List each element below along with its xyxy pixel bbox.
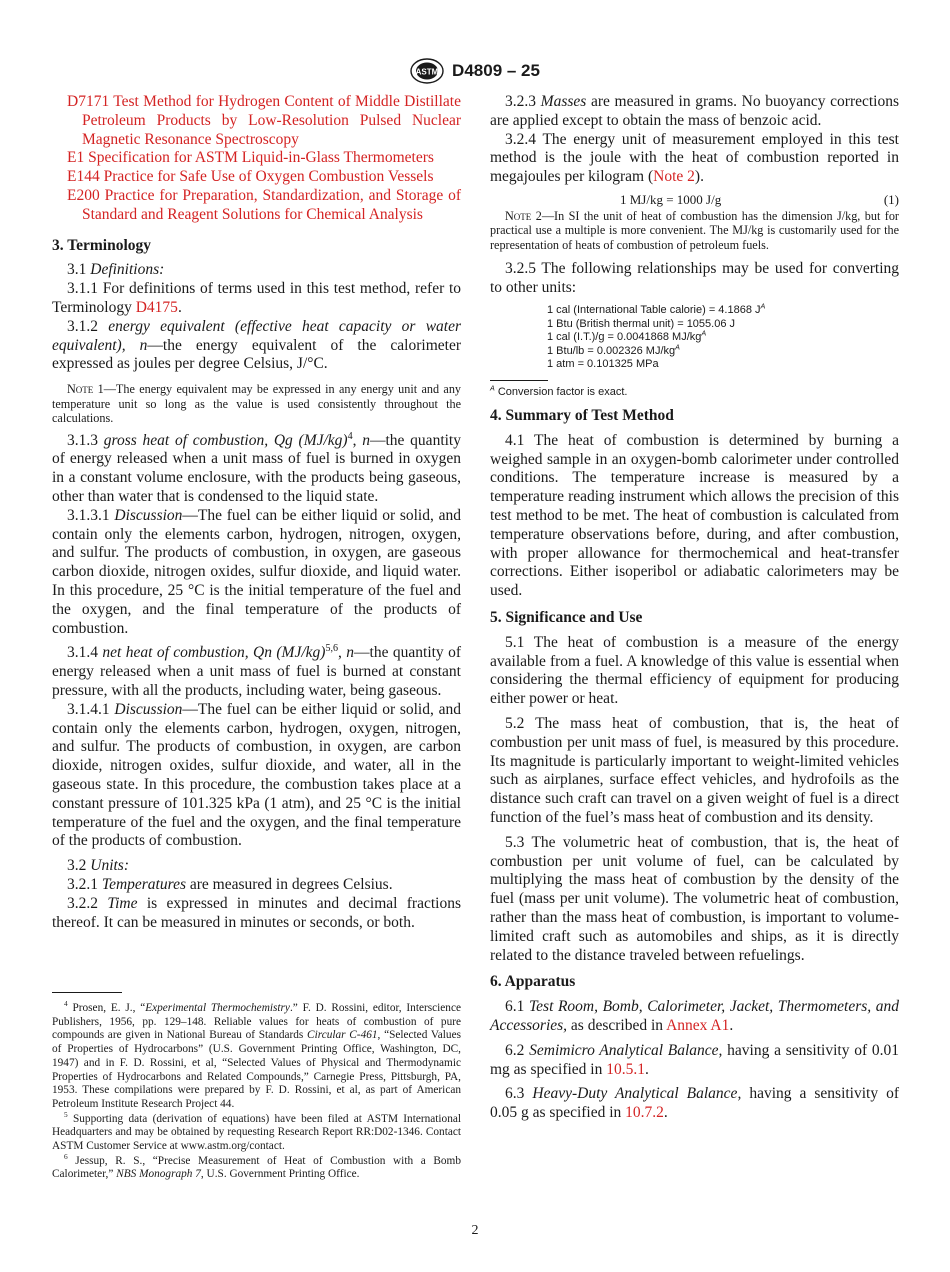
para-6-1: 6.1 Test Room, Bomb, Calorimeter, Jacket, Thermometers, and Accessories, as described in Annex A1. [490, 998, 900, 1034]
para-6-3: 6.3 Heavy-Duty Analytical Balance, having a sensitivity of 0.05 g as specified in 10.7.2. [490, 1085, 900, 1122]
para-3-1-4: 3.1.4 net heat of combustion, Qn $(MJ/kg)^{5,6}$, n—the quantity of energy released when a unit mass of fuel is burned at constant pressure, with all the products, including water, being gaseous. [52, 643, 461, 700]
conversion-row: 1 atm = 0.101325 MPa [547, 358, 659, 371]
astm-logo [410, 58, 444, 84]
para-3-1-4-1: 3.1.4.1 Discussion—The fuel can be either liquid or solid, and contain only the elements carbon, hydrogen, oxygen, nitrogen, and sulfur. The products of combustion, in oxygen, are carbon dioxide, nitrogen oxides, sulfur dioxide, and water, all in the gaseous state. In this procedure, the combustion takes place at a constant pressure of 101.325 kPa (1 atm), and 25 °C is the initial temperature of the fuel and the oxygen, and the final temperature of the products of combustion. [52, 700, 461, 850]
link-10-5-1[interactable]: 10.5.1 [606, 1060, 645, 1078]
conversion-table [490, 304, 899, 372]
para-4-1: 4.1 The heat of combustion is determined by burning a weighed sample in an oxygen-bomb calorimeter under controlled conditions. The temperature increase is measured by a temperature reading instrument which allows the precision of this test method to be met. The heat of combustion is calculated from temperature observations before, during, and after combustion, with proper allowance for thermochemical and heat-transfer corrections. Either isoperibol or adiabatic calorimeters may be used. [490, 431, 899, 600]
link-10-7-2[interactable]: 10.7.2 [625, 1104, 664, 1122]
right-column [490, 93, 899, 1123]
section-heading-terminology: 3. Terminology [52, 236, 152, 254]
para-3-1-2: 3.1.2 energy equivalent (effective heat capacity or water equivalent), n—the energy equivalent of the calorimeter expressed as joules per degree Celsius, J/°C. [52, 317, 462, 373]
conversion-row: 1 Btu/lb = 0.002326 $MJ/kg^A$ [547, 343, 680, 357]
footnote-divider [52, 992, 122, 993]
footnote-6: $^6$ Jessup, R. S., “Precise Measurement of Heat of Combustion with a Bomb Calorimeter,” NBS Monograph 7, U.S. Government Printing Office. [52, 1151, 461, 1181]
page-number: 2 [471, 1223, 479, 1238]
para-3-2-1: 3.2.1 Temperatures are measured in degrees Celsius. [67, 875, 393, 893]
svg-text:ASTM: ASTM [415, 67, 439, 77]
para-3-2-2: 3.2.2 Time is expressed in minutes and decimal fractions thereof. It can be measured in minutes or seconds, or both. [52, 894, 462, 931]
conversion-divider [490, 380, 548, 381]
conversion-row: 1 Btu (British thermal unit) = 1055.06 J [547, 317, 736, 330]
para-5-3: 5.3 The volumetric heat of combustion, that is, the heat of combustion per unit volume of fuel, can be calculated by multiplying the mass heat of combustion by the density of the fuel (mass per unit volume). The volumetric heat of combustion, rather than the mass heat of combustion, is important to volume-limited craft such as automobiles and ships, as it is directly related to the distance traveled between refuelings. [490, 833, 899, 964]
link-annex-a1[interactable]: Annex A1 [666, 1016, 730, 1034]
reference-list [52, 93, 461, 225]
section-heading-apparatus: 6. Apparatus [490, 973, 576, 991]
para-3-1-1: 3.1.1 For definitions of terms used in this test method, refer to Terminology D4175. [52, 280, 461, 316]
section-heading-summary: 4. Summary of Test Method [490, 407, 674, 425]
para-5-1: 5.1 The heat of combustion is a measure of the energy available from a fuel. A knowledge of this value is essential when considering the thermal efficiency of equipment for producing either power or heat. [490, 633, 899, 708]
para-3-1: 3.1 Definitions: [67, 261, 165, 279]
note-2: Note 2—In SI the unit of heat of combustion has the dimension J/kg, but for practical use a multiple is more convenient. The MJ/kg is customarily used for the representation of heats of combustion of petroleum fuels. [490, 208, 899, 252]
para-3-1-3-1: 3.1.3.1 Discussion—The fuel can be either liquid or solid, and contain only the elements carbon, hydrogen, nitrogen, oxygen, and sulfur. The products of combustion, in oxygen, are gaseous carbon dioxide, nitrogen oxides, sulfur dioxide, and liquid water. In this procedure, 25 °C is the initial temperature of the fuel and the oxygen, and the final temperature of the products of combustion. [52, 506, 461, 637]
ref-link-e200[interactable]: E200 [67, 186, 100, 204]
para-5-2: 5.2 The mass heat of combustion, that is, the heat of combustion per unit mass of fuel, is measured by this procedure. Its magnitude is particularly important to weight-limited vehicles such as airplanes, surface effect vehicles, and hydrofoils as the distance such craft can travel on a given weight of fuel is a direct function of the fuel’s mass heat of combustion and its density. [490, 715, 899, 826]
ref-item: E1 Specification for ASTM Liquid-in-Glass Thermometers [67, 149, 434, 167]
ref-link-e144[interactable]: E144 [67, 168, 100, 186]
equation-1 [490, 191, 899, 209]
ref-item: D7171 Test Method for Hydrogen Content of Middle Distillate Petroleum Products by Low-Resolution Pulsed Nuclear Magnetic Resonance Spectroscopy [67, 93, 461, 148]
equation-number: (1) [883, 191, 899, 207]
footnotes [52, 999, 461, 1183]
conversion-row: 1 cal (I.T.)/g = 0.0041868 $MJ/kg^A$ [547, 329, 707, 344]
ref-item: E200 Practice for Preparation, Standardization, and Storage of Standard and Reagent Solutions for Chemical Analysis [67, 186, 461, 223]
footnote-5: $^5$ Supporting data (derivation of equations) have been filed at ASTM International Headquarters and may be obtained by requesting Research Report RR:D02-1346. Contact ASTM Customer Service at www.astm.org/contact. [52, 1109, 461, 1153]
left-column [52, 93, 461, 932]
ref-item: E144 Practice for Safe Use of Oxygen Combustion Vessels [67, 168, 434, 186]
para-3-2-4: 3.2.4 The energy unit of measurement employed in this test method is the joule with the heat of combustion reported in megajoules per kilogram (Note 2). [490, 130, 899, 186]
para-6-2: 6.2 Semimicro Analytical Balance, having a sensitivity of 0.01 mg as specified in 10.5.1. [490, 1041, 899, 1078]
para-3-2-3: 3.2.3 Masses are measured in grams. No buoyancy corrections are applied except to obtain the mass of benzoic acid. [490, 93, 900, 129]
link-d4175[interactable]: D4175 [135, 298, 178, 316]
link-note-2[interactable]: Note 2 [653, 168, 695, 186]
page-header [0, 58, 950, 84]
footnote-4: $^4$ Prosen, E. J., “Experimental Thermochemistry.” F. D. Rossini, editor, Interscience Publishers, 1956, pp. 129–148. Reliable values for heats of combustion of pure compounds are given in National Bureau of Standards Circular C-461, “Selected Values of Properties of Hydrocarbons” (U.S. Government Printing Office, Washington, DC, 1947) and in F. D. Rossini, et al, “Selected Values of Physical and Thermodynamic Properties of Hydrocarbons and Related Compounds,” Carnegie Press, Pittsburgh, PA, 1953. These compilations were prepared by F. D. Rossini, et al, as part of American Petroleum Institute Research Project 44. [52, 999, 461, 1110]
para-3-2-5: 3.2.5 The following relationships may be used for converting to other units: [490, 260, 899, 297]
para-3-2: 3.2 Units: [67, 857, 129, 875]
conversion-footnote: $^A$ Conversion factor is exact. [490, 384, 628, 399]
para-3-1-3: 3.1.3 gross heat of combustion, Qg $(MJ/kg)^4$, n—the quantity of energy released when a unit mass of fuel is burned in oxygen in a constant volume enclosure, with the products being gaseous, other than water that is condensed to the liquid state. [52, 430, 461, 506]
ref-link-e1[interactable]: E1 [67, 149, 85, 167]
section-heading-significance: 5. Significance and Use [490, 609, 643, 627]
equation-expression: 1 MJ/kg = 1000 J/g [620, 191, 722, 207]
conversion-row: 1 cal (International Table calorie) = 4.1868 $J^A$ [547, 302, 766, 317]
designation: D4809 – 25 [452, 61, 540, 80]
ref-link-d7171[interactable]: D7171 [67, 93, 110, 110]
note-1: Note 1—The energy equivalent may be expressed in any energy unit and any temperature unit so long as the value is used consistently throughout the calculations. [52, 382, 462, 426]
